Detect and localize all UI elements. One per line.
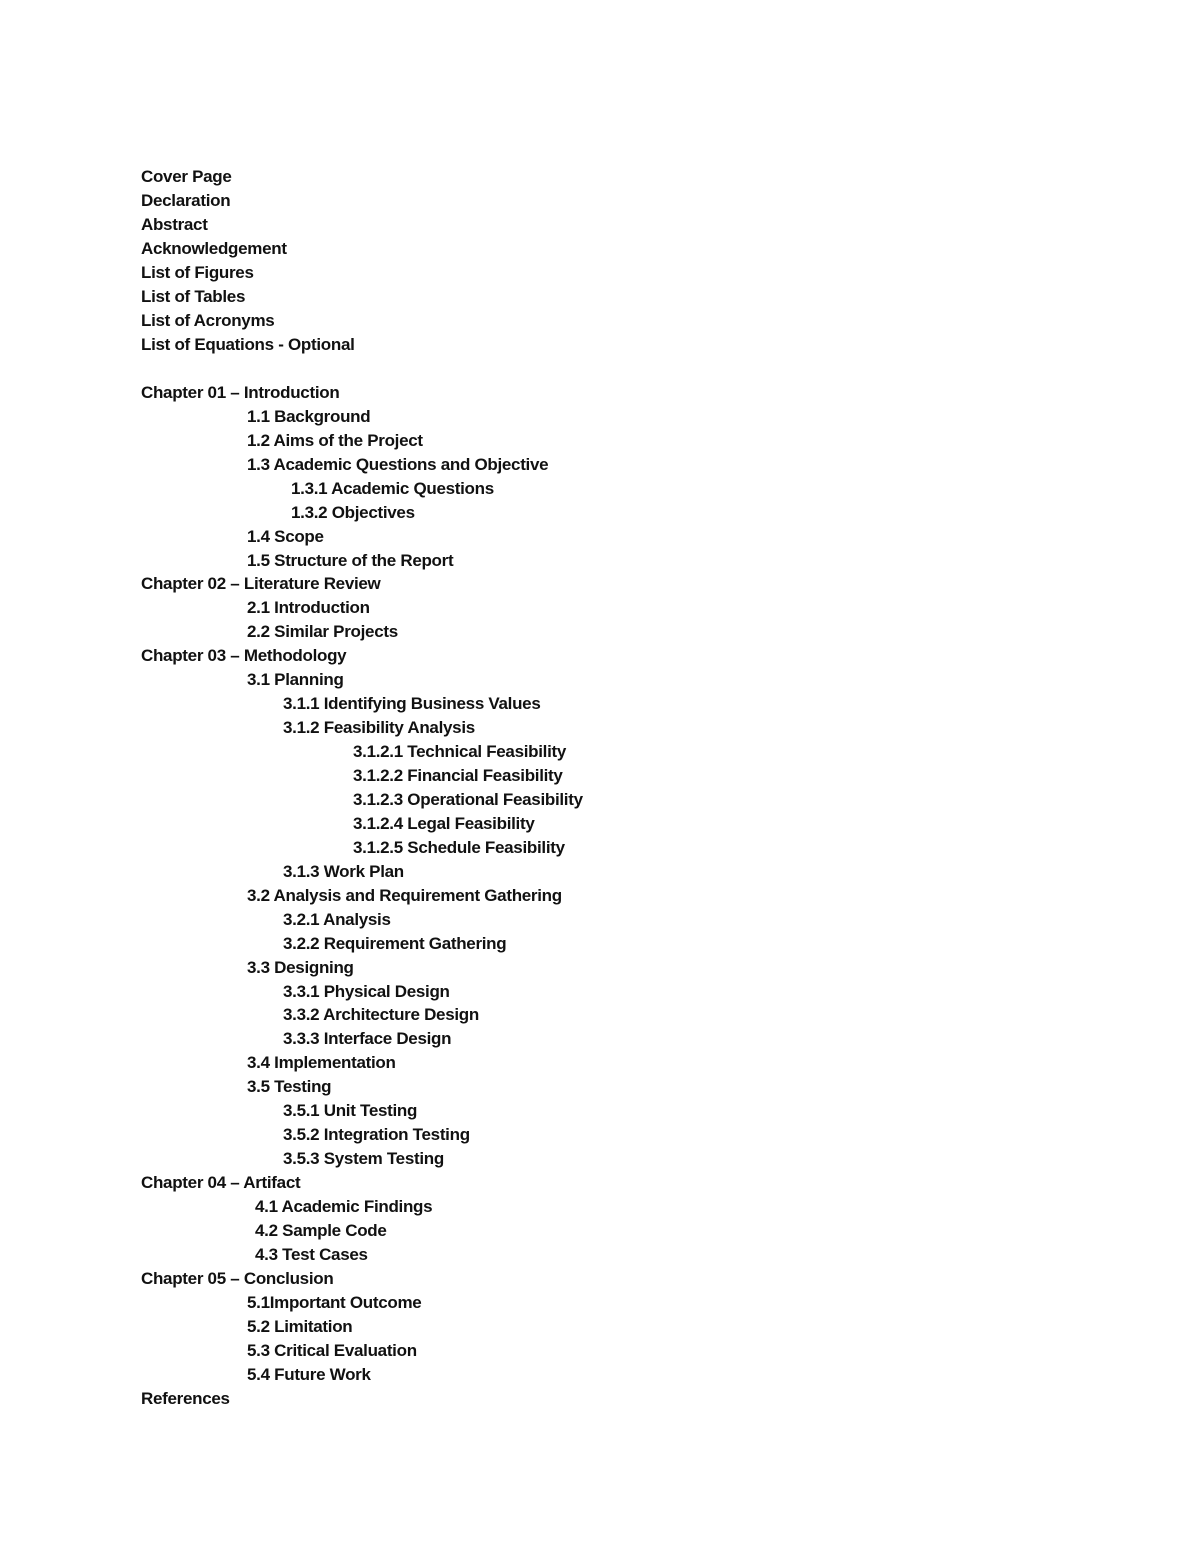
toc-subsection: 3.3.2 Architecture Design: [283, 1005, 479, 1024]
references-heading: References: [141, 1389, 230, 1408]
chapter-heading: Chapter 03 – Methodology: [141, 646, 347, 665]
toc-subsection: 3.5.2 Integration Testing: [283, 1125, 470, 1144]
toc-subsubsection: 3.1.2.3 Operational Feasibility: [353, 790, 583, 809]
toc-subsection: 3.1.1 Identifying Business Values: [283, 694, 541, 713]
front-matter-item: Declaration: [141, 191, 231, 210]
toc-subsection: 1.3.1 Academic Questions: [291, 479, 494, 498]
toc-subsubsection: 3.1.2.2 Financial Feasibility: [353, 766, 563, 785]
toc-section: 3.4 Implementation: [247, 1053, 396, 1072]
toc-subsection: 3.1.3 Work Plan: [283, 862, 404, 881]
front-matter-item: List of Figures: [141, 263, 254, 282]
toc-section: 1.2 Aims of the Project: [247, 431, 423, 450]
toc-section: 1.4 Scope: [247, 527, 324, 546]
toc-subsection: 3.2.2 Requirement Gathering: [283, 934, 507, 953]
toc-section: 5.3 Critical Evaluation: [247, 1341, 417, 1360]
toc-section: 5.1Important Outcome: [247, 1293, 422, 1312]
toc-section: 1.3 Academic Questions and Objective: [247, 455, 549, 474]
toc-subsection: 3.5.3 System Testing: [283, 1149, 444, 1168]
toc-section: 3.5 Testing: [247, 1077, 332, 1096]
toc-section: 4.1 Academic Findings: [255, 1197, 433, 1216]
chapter-heading: Chapter 02 – Literature Review: [141, 574, 381, 593]
toc-subsection: 3.2.1 Analysis: [283, 910, 391, 929]
toc-section: 1.1 Background: [247, 407, 371, 426]
toc-subsubsection: 3.1.2.1 Technical Feasibility: [353, 742, 567, 761]
toc-subsection: 3.1.2 Feasibility Analysis: [283, 718, 475, 737]
toc-section: 5.4 Future Work: [247, 1365, 371, 1384]
toc-section: 3.2 Analysis and Requirement Gathering: [247, 886, 562, 905]
toc-section: 3.3 Designing: [247, 958, 354, 977]
chapter-heading: Chapter 05 – Conclusion: [141, 1269, 334, 1288]
toc-section: 3.1 Planning: [247, 670, 344, 689]
toc-subsection: 3.3.1 Physical Design: [283, 982, 450, 1001]
toc-section: 4.2 Sample Code: [255, 1221, 387, 1240]
front-matter-item: List of Tables: [141, 287, 246, 306]
toc-section: 4.3 Test Cases: [255, 1245, 368, 1264]
toc-subsection: 3.5.1 Unit Testing: [283, 1101, 418, 1120]
toc-subsection: 3.3.3 Interface Design: [283, 1029, 452, 1048]
front-matter-item: List of Acronyms: [141, 311, 275, 330]
toc-subsection: 1.3.2 Objectives: [291, 503, 415, 522]
chapter-heading: Chapter 01 – Introduction: [141, 383, 340, 402]
front-matter-item: Abstract: [141, 215, 208, 234]
front-matter-item: Acknowledgement: [141, 239, 287, 258]
toc-subsubsection: 3.1.2.4 Legal Feasibility: [353, 814, 535, 833]
chapter-heading: Chapter 04 – Artifact: [141, 1173, 301, 1192]
toc-subsubsection: 3.1.2.5 Schedule Feasibility: [353, 838, 565, 857]
front-matter-item: List of Equations - Optional: [141, 335, 355, 354]
front-matter-item: Cover Page: [141, 167, 232, 186]
toc-section: 2.1 Introduction: [247, 598, 370, 617]
toc-section: 5.2 Limitation: [247, 1317, 353, 1336]
toc-section: 1.5 Structure of the Report: [247, 551, 454, 570]
toc-section: 2.2 Similar Projects: [247, 622, 398, 641]
